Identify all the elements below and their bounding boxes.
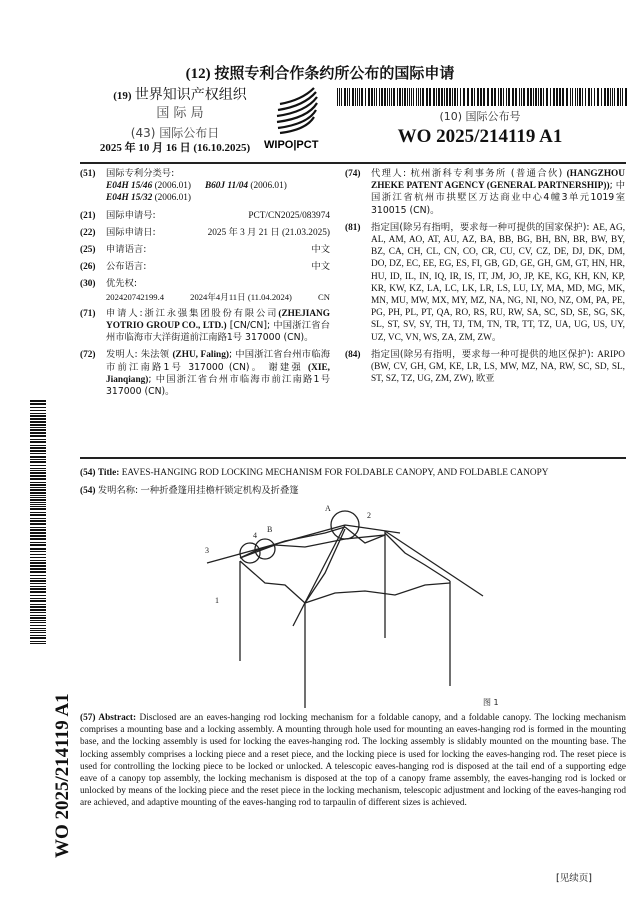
left-column — [80, 168, 330, 403]
field-81: (81) 指定国(除另有指明，要求每一种可提供的国家保护): AE, AG, AL, AM, AO, AT, AU, AZ, BA, BB, BG, BH, BN, BR, BW, BY, BZ, CA, CH, CL, CN, CO, CR, CU, CV, CZ, DE, DJ, DK, DM, DO, DZ, EC, EE, EG, ES, FI, GB, GD, GE, GH, GM, GT, HN, HR, HU, ID, IL, IN, IQ, IR, IS, IT, JM, JO, JP, KE, KG, KH, KN, KP, KR, KW, KZ, LA, LC, LK, LR, LS, LU, LY, MA, MD, MG, MK, MN, MU, MW, MX, MY, MZ, NA, NG, NI, NO, NZ, OM, PA, PE, PG, PH, PL, PT, QA, RO, RS, RU, RW, SA, SC, SD, SE, SG, SK, SL, ST, SV, SY, TH, TJ, TM, TN, TR, TT, TZ, UA, UG, US, UY, UZ, VC, VN, WS, ZA, ZM, ZW。 — [345, 221, 626, 343]
field-72: (72) 发明人: 朱法领 (ZHU, Faling); 中国浙江省台州市临海市前江南路1号 317000 (CN)。 谢建强 (XIE, Jianqiang); 中国浙江省台州市临海市前江南路1号 317000 (CN)。 — [80, 349, 330, 398]
publication-number: WO 2025/214119 A1 — [397, 126, 563, 147]
figure-caption: 图 1 — [483, 698, 499, 707]
figure-label-B: B — [267, 525, 273, 534]
organization — [100, 86, 260, 122]
field-22: (22) 国际申请日: 2025 年 3 月 21 日 (21.03.2025) — [80, 226, 330, 238]
continued-label: [见续页] — [556, 873, 592, 884]
title-en: (54) Title: EAVES-HANGING ROD LOCKING MECHANISM FOR FOLDABLE CANOPY, AND FOLDABLE CANOPY — [80, 468, 549, 478]
field-25: (25) 申请语言: 中文 — [80, 244, 330, 256]
document-kind: (12) 按照专利合作条约所公布的国际申请 — [185, 66, 455, 82]
side-publication-number: WO 2025/214119 A1 — [52, 693, 73, 858]
field-51: (51) 国际专利分类号: E04H 15/46 (2006.01) B60J 11/04 (2006.01) E04H 15/32 (2006.01) — [80, 168, 287, 204]
field-30: (30) 优先权: 202420742199.4 2024年4月11日 (11.04.2024) CN — [80, 278, 330, 302]
figure-label-4: 4 — [253, 531, 257, 540]
org-num: (19) — [113, 90, 132, 102]
publication-date — [75, 126, 275, 156]
pubno-label: (10) 国际公布号 — [439, 110, 521, 123]
wipo-pct-logo — [262, 82, 342, 152]
canopy-figure — [195, 503, 525, 713]
divider — [80, 162, 626, 164]
figure-label-A: A — [325, 504, 331, 513]
field-74: (74) 代理人: 杭州浙科专利事务所 (普通合伙) (HANGZHOU ZHEKE PATENT AGENCY (GENERAL PARTNERSHIP)); 中国浙江省杭州市拱墅区万达商业中心4幢3单元1019室 310015 (CN)。 — [345, 168, 626, 216]
divider — [80, 457, 626, 459]
titles — [80, 464, 626, 500]
field-26: (26) 公布语言: 中文 — [80, 261, 330, 273]
field-21: (21) 国际申请号: PCT/CN2025/083974 — [80, 209, 330, 221]
svg-text:WIPO|PCT: WIPO|PCT — [264, 139, 319, 151]
abstract — [80, 712, 626, 810]
abstract-label: (57) Abstract: — [80, 713, 137, 723]
field-84: (84) 指定国(除另有指明，要求每一种可提供的地区保护): ARIPO (BW, CV, GH, GM, KE, LR, LS, MW, MZ, NA, RW, SC, SD, SL, ST, SZ, TZ, UG, ZM, ZW), 欧亚 — [345, 348, 625, 385]
vertical-barcode — [30, 400, 46, 645]
figure-label-2: 2 — [367, 511, 371, 520]
org-name: 世界知识产权组织 — [134, 87, 247, 103]
pubdate-label: (43) 国际公布日 — [130, 126, 220, 140]
abstract-text: Disclosed are an eaves-hanging rod locking mechanism for a foldable canopy, and a foldable canopy. The locking mechanism comprises a mounting base and a locking assembly. A mounting through hole used for mounting an eaves-hanging rod is formed in the mounting base, and the locking assembly is used for locking the eaves-hanging rod. The locking assembly is slidably mounted on the mounting base. The locking assembly comprises a locking piece and a reset piece, and the locking piece is used for locking the eaves-hanging rod. The reset piece is used for controlling the locking piece to be locked or unlocked. A telescopic eaves-hanging rod is disposed at the tail end of a supporting edge eave of a canopy top assembly, the locking mechanism is disposed at the top of a canopy frame assembly, the eaves-hanging rod is locked or unlocked by means of the locking piece and the reset piece in the locking mechanism, telescopic adjustment and locking of the eaves-hanging rod are achieved, and adaptive mounting of the eaves-hanging rod to tarpaulin of different sizes is achieved. — [80, 713, 627, 809]
org-sub: 国 际 局 — [156, 106, 204, 121]
figure-label-1: 1 — [215, 596, 219, 605]
right-column — [345, 168, 625, 390]
figure-label-3: 3 — [205, 546, 209, 555]
field-71: (71) 申请人:浙江永强集团股份有限公司(ZHEJIANG YOTRIO GROUP CO., LTD.) [CN/CN]; 中国浙江省台州市临海市大洋街道前江南路1号 317000 (CN)。 — [80, 307, 330, 344]
pubdate-value: 2025 年 10 月 16 日 (16.10.2025) — [99, 142, 251, 154]
publication-number-block — [345, 108, 615, 148]
title-cn: (54) 发明名称: 一种折叠篷用挂檐杆锁定机构及折叠篷 — [80, 485, 299, 496]
barcode — [337, 88, 627, 106]
